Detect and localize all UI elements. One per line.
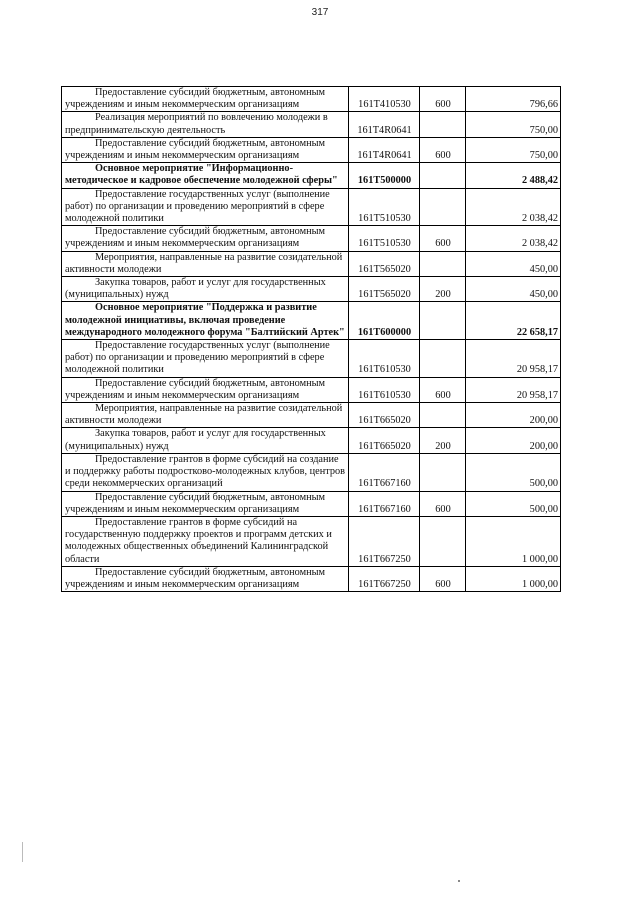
row-amount: 22 658,17 (466, 302, 561, 340)
row-name: Реализация мероприятий по вовлечению молодежи в предпринимательскую деятельность (62, 112, 349, 137)
row-code: 161T4R0641 (349, 137, 420, 162)
row-code: 161T667250 (349, 566, 420, 591)
row-code: 161T500000 (349, 163, 420, 188)
row-amount: 2 488,42 (466, 163, 561, 188)
row-expense-type (420, 188, 466, 226)
table-row (62, 491, 561, 516)
row-code: 161T667160 (349, 453, 420, 491)
row-name: Предоставление субсидий бюджетным, автономным учреждениям и иным некоммерческим организациям (62, 377, 349, 402)
budget-table-body (62, 87, 561, 592)
row-expense-type: 600 (420, 566, 466, 591)
row-name: Мероприятия, направленные на развитие созидательной активности молодежи (62, 251, 349, 276)
row-name: Предоставление государственных услуг (выполнение работ) по организации и проведению мероприятий в сфере молодежной политики (62, 188, 349, 226)
row-code: 161T510530 (349, 226, 420, 251)
row-code: 161T4R0641 (349, 112, 420, 137)
row-name: Предоставление субсидий бюджетным, автономным учреждениям и иным некоммерческим организациям (62, 137, 349, 162)
row-code: 161T667250 (349, 516, 420, 566)
row-expense-type: 600 (420, 137, 466, 162)
row-amount: 1 000,00 (466, 566, 561, 591)
table-row (62, 453, 561, 491)
table-row (62, 137, 561, 162)
row-name: Предоставление субсидий бюджетным, автономным учреждениям и иным некоммерческим организациям (62, 226, 349, 251)
table-row (62, 226, 561, 251)
row-amount: 2 038,42 (466, 188, 561, 226)
table-row (62, 277, 561, 302)
row-code: 161T510530 (349, 188, 420, 226)
row-expense-type: 600 (420, 377, 466, 402)
row-name: Закупка товаров, работ и услуг для государственных (муниципальных) нужд (62, 277, 349, 302)
row-amount: 2 038,42 (466, 226, 561, 251)
row-name: Предоставление государственных услуг (выполнение работ) по организации и проведению мероприятий в сфере молодежной политики (62, 340, 349, 378)
row-amount: 796,66 (466, 87, 561, 112)
row-amount: 20 958,17 (466, 340, 561, 378)
table-row (62, 340, 561, 378)
row-name: Предоставление субсидий бюджетным, автономным учреждениям и иным некоммерческим организациям (62, 491, 349, 516)
row-code: 161T565020 (349, 251, 420, 276)
row-code: 161T600000 (349, 302, 420, 340)
row-name: Предоставление грантов в форме субсидий на государственную поддержку проектов и программ детских и молодежных общественных объединений Калининградской области (62, 516, 349, 566)
table-row (62, 112, 561, 137)
row-expense-type (420, 302, 466, 340)
row-expense-type (420, 340, 466, 378)
row-name: Основное мероприятие "Информационно-методическое и кадровое обеспечение молодежной сферы" (62, 163, 349, 188)
table-row (62, 566, 561, 591)
table-row (62, 302, 561, 340)
row-code: 161T610530 (349, 340, 420, 378)
row-code: 161T565020 (349, 277, 420, 302)
row-amount: 500,00 (466, 453, 561, 491)
row-code: 161T665020 (349, 428, 420, 453)
row-amount: 20 958,17 (466, 377, 561, 402)
row-expense-type (420, 112, 466, 137)
row-expense-type: 600 (420, 87, 466, 112)
page-number: 317 (311, 7, 329, 18)
row-code: 161T665020 (349, 403, 420, 428)
table-row (62, 188, 561, 226)
row-expense-type: 600 (420, 491, 466, 516)
table-row (62, 516, 561, 566)
row-name: Мероприятия, направленные на развитие созидательной активности молодежи (62, 403, 349, 428)
table-row (62, 87, 561, 112)
row-amount: 500,00 (466, 491, 561, 516)
row-expense-type (420, 163, 466, 188)
row-expense-type (420, 453, 466, 491)
row-amount: 200,00 (466, 403, 561, 428)
row-expense-type: 200 (420, 428, 466, 453)
row-code: 161T667160 (349, 491, 420, 516)
row-amount: 750,00 (466, 137, 561, 162)
row-expense-type (420, 516, 466, 566)
row-amount: 450,00 (466, 277, 561, 302)
scan-margin-mark (22, 842, 23, 862)
row-amount: 200,00 (466, 428, 561, 453)
scan-dot-mark (458, 880, 460, 882)
row-expense-type (420, 251, 466, 276)
table-row (62, 163, 561, 188)
table-row (62, 428, 561, 453)
row-expense-type (420, 403, 466, 428)
row-amount: 450,00 (466, 251, 561, 276)
table-row (62, 251, 561, 276)
budget-table (61, 86, 561, 592)
row-code: 161T410530 (349, 87, 420, 112)
row-amount: 1 000,00 (466, 516, 561, 566)
row-expense-type: 200 (420, 277, 466, 302)
row-amount: 750,00 (466, 112, 561, 137)
row-name: Основное мероприятие "Поддержка и развитие молодежной инициативы, включая проведение международного молодежного форума "Балтийский Артек" (62, 302, 349, 340)
row-name: Предоставление грантов в форме субсидий на создание и поддержку работы подростково-молодежных клубов, центров среди некоммерческих организаций (62, 453, 349, 491)
row-expense-type: 600 (420, 226, 466, 251)
table-row (62, 403, 561, 428)
table-row (62, 377, 561, 402)
row-name: Предоставление субсидий бюджетным, автономным учреждениям и иным некоммерческим организациям (62, 87, 349, 112)
row-name: Закупка товаров, работ и услуг для государственных (муниципальных) нужд (62, 428, 349, 453)
row-name: Предоставление субсидий бюджетным, автономным учреждениям и иным некоммерческим организациям (62, 566, 349, 591)
row-code: 161T610530 (349, 377, 420, 402)
